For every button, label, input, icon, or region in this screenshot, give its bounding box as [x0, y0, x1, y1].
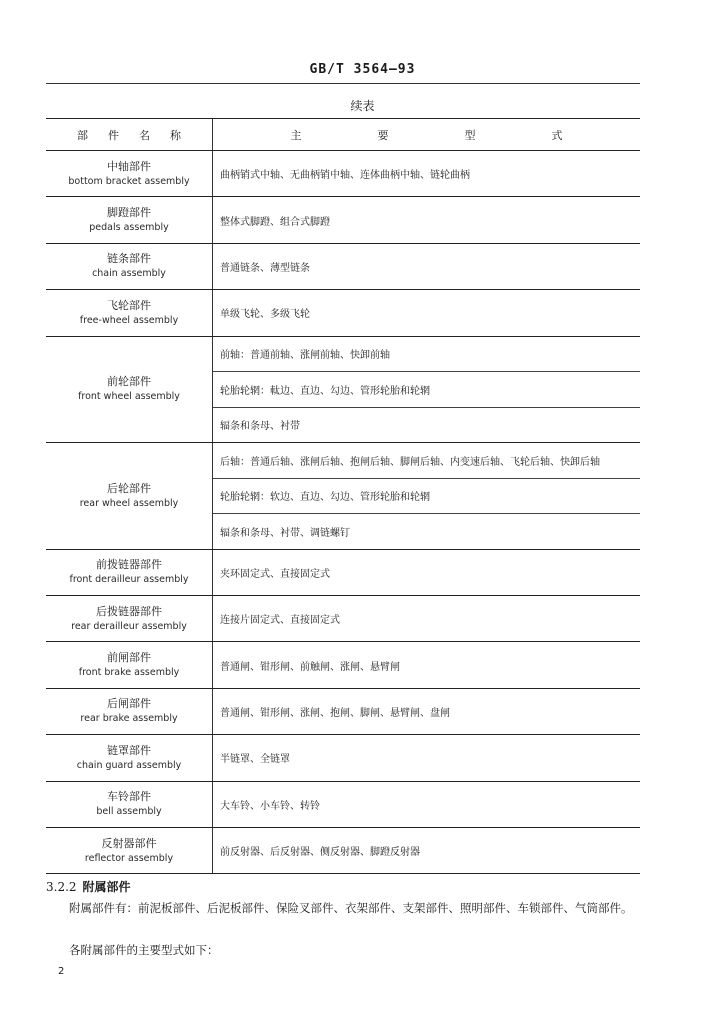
table-row: [46, 549, 640, 595]
part-types-cell: 前反射器、后反射器、侧反射器、脚蹬反射器: [213, 827, 641, 873]
part-name-en: free-wheel assembly: [79, 314, 179, 326]
table-header-row: [46, 119, 640, 151]
part-name-zh: 链罩部件: [107, 743, 151, 757]
part-types-cell: 大车铃、小车铃、转铃: [213, 781, 641, 827]
table-row: [46, 735, 640, 781]
part-types-cell: 夹环固定式、直接固定式: [213, 549, 641, 595]
part-name-zh: 前闸部件: [107, 651, 151, 665]
part-name-zh: 链条部件: [107, 252, 151, 266]
table-row: [46, 642, 640, 688]
part-types-cell: [213, 336, 641, 443]
table-row: [46, 443, 640, 550]
part-name-cell: [46, 735, 213, 781]
part-name-en: front derailleur assembly: [69, 574, 189, 586]
part-name-en: rear derailleur assembly: [71, 620, 187, 632]
part-name-cell: [46, 197, 213, 243]
header-part-name: 部 件 名 称: [46, 119, 213, 151]
part-name-cell: [46, 827, 213, 873]
part-types-cell: 普通链条、薄型链条: [213, 243, 641, 289]
part-name-zh: 前拨链器部件: [96, 558, 162, 572]
part-name-zh: 反射器部件: [101, 836, 157, 850]
section-title: 附属部件: [82, 880, 131, 894]
part-name-zh: 前轮部件: [107, 375, 151, 389]
part-types-cell: 曲柄销式中轴、无曲柄销中轴、连体曲柄中轴、链轮曲柄: [213, 151, 641, 197]
table-row: [46, 781, 640, 827]
part-types-cell: 半链罩、全链罩: [213, 735, 641, 781]
part-name-cell: [46, 336, 213, 443]
part-name-en: chain assembly: [92, 268, 166, 280]
section-paragraph-2: 各附属部件的主要型式如下：: [69, 943, 219, 957]
part-name-cell: [46, 549, 213, 595]
table-row: [46, 290, 640, 336]
part-name-zh: 车铃部件: [107, 790, 151, 804]
parts-table: [46, 118, 640, 874]
header-main-type: 主 要 型 式: [213, 119, 641, 151]
part-name-en: pedals assembly: [89, 222, 169, 234]
part-types-cell: 整体式脚蹬、组合式脚蹬: [213, 197, 641, 243]
header-rule: [46, 83, 640, 84]
part-name-zh: 中轴部件: [107, 159, 151, 173]
part-name-zh: 飞轮部件: [107, 298, 151, 312]
part-name-zh: 后闸部件: [107, 697, 151, 711]
part-type-line: 辐条和条母、衬带、调链螺钉: [220, 527, 350, 539]
part-types-cell: 单级飞轮、多级飞轮: [213, 290, 641, 336]
section-number: 3.2.2: [46, 880, 77, 894]
table-row: [46, 197, 640, 243]
part-name-en: rear wheel assembly: [79, 497, 179, 509]
table-row: [46, 243, 640, 289]
part-types-cell: 普通闸、钳形闸、涨闸、抱闸、脚闸、悬臂闸、盘闸: [213, 688, 641, 734]
part-name-cell: [46, 443, 213, 550]
part-name-cell: [46, 595, 213, 641]
part-name-en: front wheel assembly: [78, 391, 180, 403]
part-name-en: reflector assembly: [84, 852, 174, 864]
part-name-cell: [46, 688, 213, 734]
continuation-label: 续表: [350, 99, 375, 113]
part-name-cell: [46, 243, 213, 289]
part-type-line: 后轴：普通后轴、涨闸后轴、抱闸后轴、脚闸后轴、内变速后轴、飞轮后轴、快卸后轴: [213, 443, 640, 479]
part-name-en: bell assembly: [96, 806, 162, 818]
part-name-en: rear brake assembly: [80, 713, 178, 725]
table-row: [46, 336, 640, 443]
section-heading: [46, 878, 131, 895]
part-name-en: chain guard assembly: [76, 759, 182, 771]
part-name-zh: 脚蹬部件: [107, 206, 151, 220]
part-type-line: 轮胎轮辋：软边、直边、勾边、管形轮胎和轮辋: [213, 479, 640, 515]
part-name-en: bottom bracket assembly: [68, 175, 190, 187]
part-type-line: 辐条和条母、衬带: [220, 421, 300, 433]
part-name-cell: [46, 151, 213, 197]
part-types-cell: 连接片固定式、直接固定式: [213, 595, 641, 641]
table-row: [46, 688, 640, 734]
part-type-line: 前轴：普通前轴、涨闸前轴、快卸前轴: [213, 337, 640, 373]
table-row: [46, 595, 640, 641]
part-types-cell: [213, 443, 641, 550]
part-name-cell: [46, 781, 213, 827]
table-row: [46, 151, 640, 197]
part-type-line: 轮胎轮辋：軚边、直边、勾边、管形轮胎和轮辋: [213, 372, 640, 408]
part-name-zh: 后拨链器部件: [96, 604, 162, 618]
section-paragraph: 附属部件有：前泥板部件、后泥板部件、保险叉部件、衣架部件、支架部件、照明部件、车锁部件、气筒部件。: [69, 901, 633, 915]
part-name-cell: [46, 642, 213, 688]
standard-number: GB/T 3564—93: [309, 62, 416, 77]
part-name-zh: 后轮部件: [107, 481, 151, 495]
table-row: [46, 827, 640, 873]
part-types-cell: 普通闸、钳形闸、前触闸、涨闸、悬臂闸: [213, 642, 641, 688]
page-number: 2: [58, 966, 65, 977]
part-name-cell: [46, 290, 213, 336]
part-name-en: front brake assembly: [78, 667, 180, 679]
